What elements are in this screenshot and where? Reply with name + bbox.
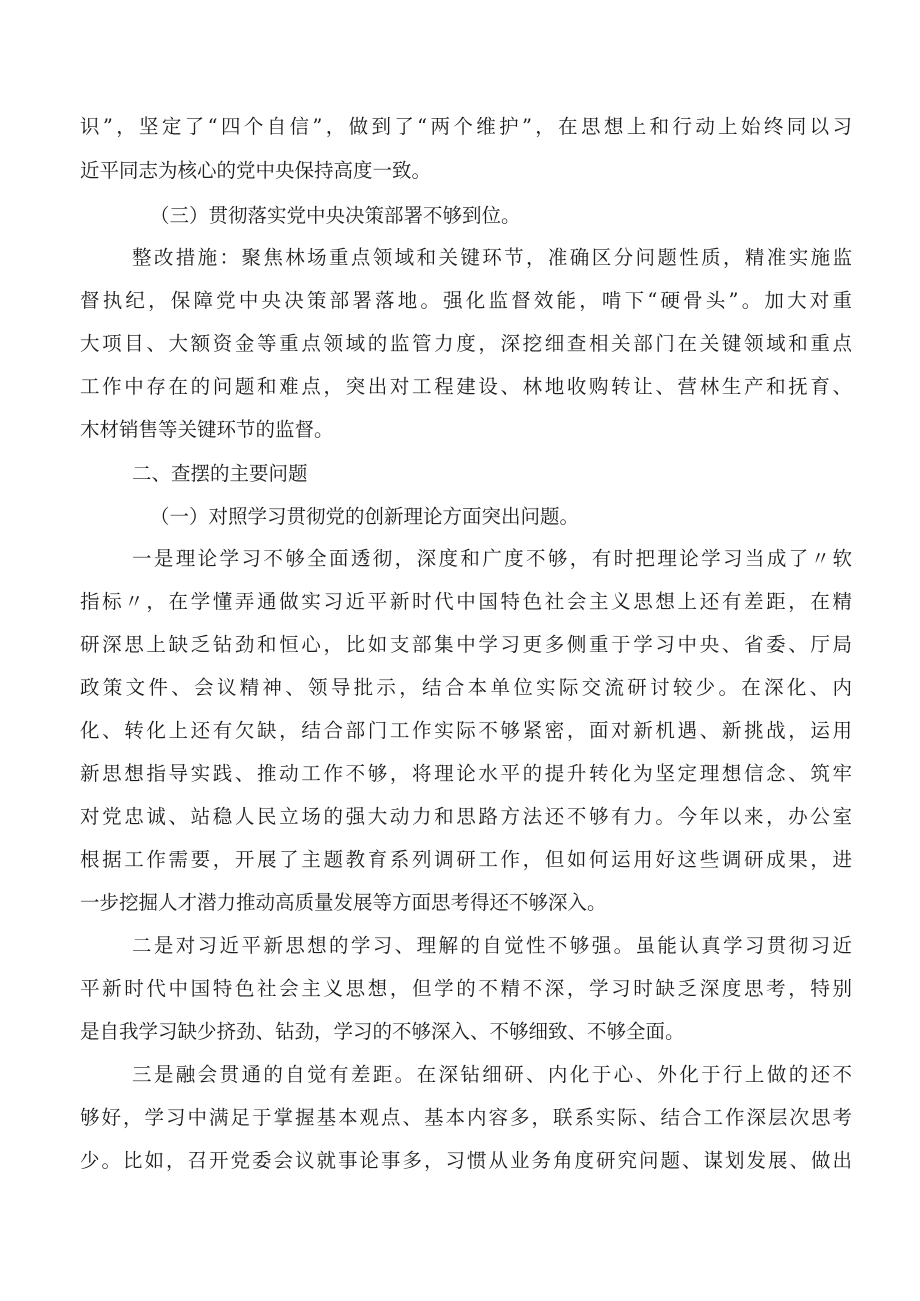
- section-heading: （一）对照学习贯彻党的创新理论方面突出问题。: [150, 505, 580, 528]
- text-line: 识”，坚定了“四个自信”，做到了“两个维护”，在思想上和行动上始终同以习: [80, 115, 852, 138]
- text-line: 平新时代中国特色社会主义思想，但学的不精不深，学习时缺乏深度思考，特别: [80, 977, 852, 1000]
- text-line: 对党忠诚、站稳人民立场的强大动力和思路方法还不够有力。今年以来，办公室: [80, 805, 852, 828]
- text-line: 是自我学习缺少挤劲、钻劲，学习的不够深入、不够细致、不够全面。: [80, 1020, 685, 1043]
- section-heading: 二、查摆的主要问题: [132, 462, 308, 485]
- text-line: 够好，学习中满足于掌握基本观点、基本内容多，联系实际、结合工作深层次思考: [80, 1106, 852, 1129]
- text-line: 指标〃，在学懂弄通做实习近平新时代中国特色社会主义思想上还有差距，在精: [80, 590, 852, 613]
- text-line: 整改措施：聚焦林场重点领域和关键环节，准确区分问题性质，精准实施监: [132, 246, 852, 269]
- text-line: 根据工作需要，开展了主题教育系列调研工作，但如何运用好这些调研成果，进: [80, 848, 852, 871]
- text-line: 工作中存在的问题和难点，突出对工程建设、林地收购转让、营林生产和抚育、: [80, 375, 852, 398]
- text-line: 化、转化上还有欠缺，结合部门工作实际不够紧密，面对新机遇、新挑战，运用: [80, 719, 852, 742]
- text-line: 督执纪，保障党中央决策部署落地。强化监督效能，啃下“硬骨头”。加大对重: [80, 289, 852, 312]
- text-line: 少。比如，召开党委会议就事论事多，习惯从业务角度研究问题、谋划发展、做出: [80, 1149, 852, 1172]
- text-line: 研深思上缺乏钻劲和恒心，比如支部集中学习更多侧重于学习中央、省委、厅局: [80, 633, 852, 656]
- text-line: 二是对习近平新思想的学习、理解的自觉性不够强。虽能认真学习贯彻习近: [132, 934, 852, 957]
- text-line: 一是理论学习不够全面透彻，深度和广度不够，有时把理论学习当成了〃软: [132, 547, 852, 570]
- text-line: 大项目、大额资金等重点领域的监管力度，深挖细查相关部门在关键领域和重点: [80, 332, 852, 355]
- text-line: 政策文件、会议精神、领导批示，结合本单位实际交流研讨较少。在深化、内: [80, 676, 852, 699]
- text-line: 新思想指导实践、推动工作不够，将理论水平的提升转化为坚定理想信念、筑牢: [80, 762, 852, 785]
- text-line: 近平同志为核心的党中央保持高度一致。: [80, 159, 432, 182]
- section-heading: （三）贯彻落实党中央决策部署不够到位。: [150, 204, 521, 227]
- text-line: 木材销售等关键环节的监督。: [80, 418, 334, 441]
- text-line: 三是融会贯通的自觉有差距。在深钻细研、内化于心、外化于行上做的还不: [132, 1063, 852, 1086]
- text-line: 一步挖掘人才潜力推动高质量发展等方面思考得还不够深入。: [80, 891, 607, 914]
